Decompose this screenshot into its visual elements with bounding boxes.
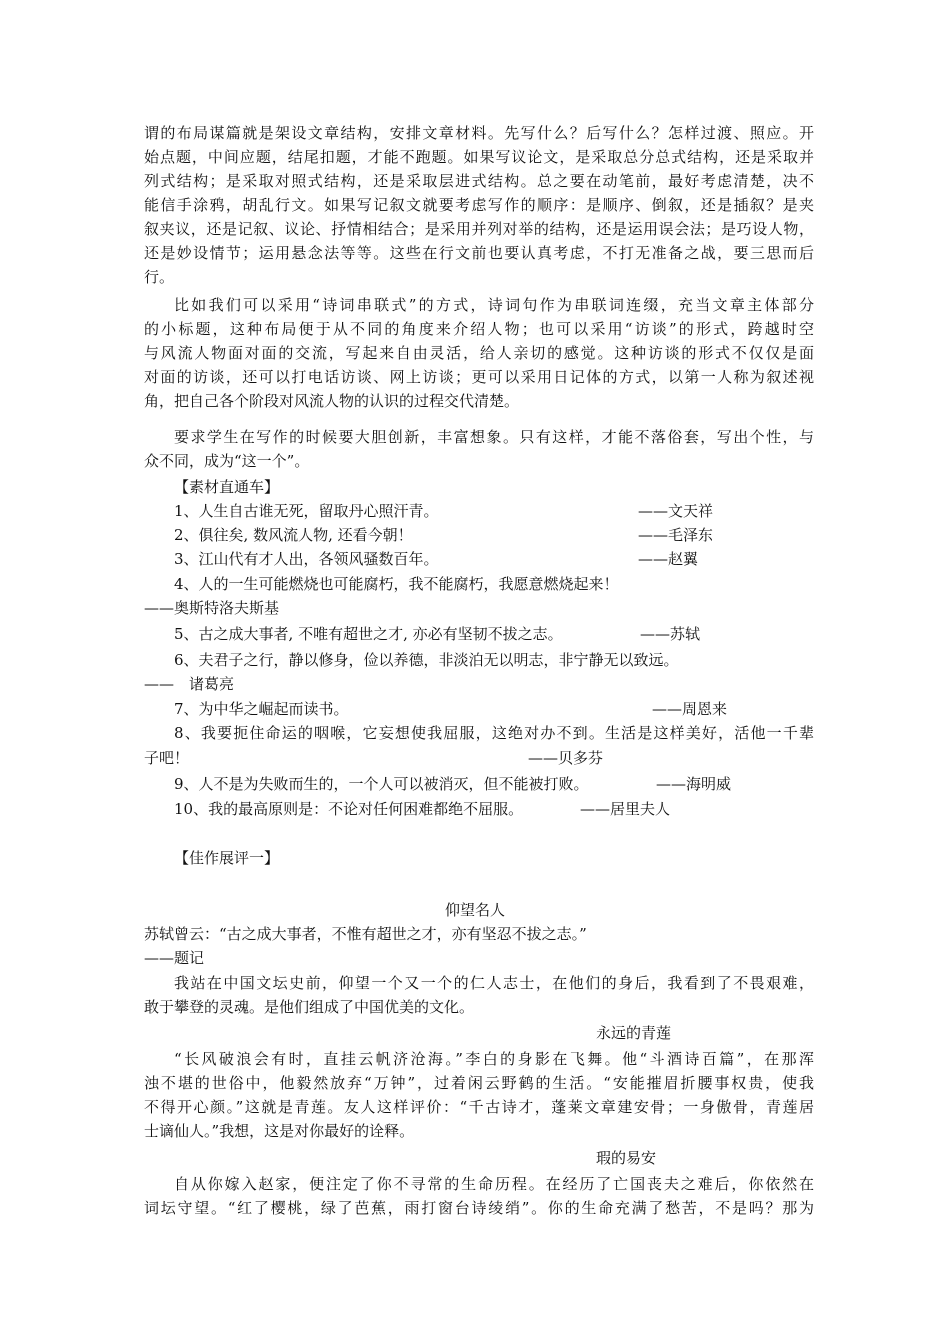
quote-text: 6、夫君子之行，静以修身，俭以养德，非淡泊无以明志，非宁静无以致远。 xyxy=(174,651,679,669)
quote-source: ——奥斯特洛夫斯基 xyxy=(144,599,280,617)
para1-line: 能信手涂鸦，胡乱行文。如果写记叙文就要考虑写作的顺序：是顺序、倒叙，还是插叙？是夹 xyxy=(144,196,814,214)
essay-title: 仰望名人 xyxy=(444,901,505,919)
para3-line: 众不同，成为“这一个”。 xyxy=(144,452,310,470)
quote-source: ——毛泽东 xyxy=(638,526,714,544)
para3-line: 要求学生在写作的时候要大胆创新，丰富想象。只有这样，才能不落俗套，写出个性，与 xyxy=(174,428,814,446)
essay-epigraph-source: ——题记 xyxy=(144,949,205,967)
section-line: 不得开心颜。”这就是青莲。友人这样评价：“千古诗才，蓬莱文章建安骨；一身傲骨，青莲居 xyxy=(144,1098,814,1116)
section-title: 瑕的易安 xyxy=(596,1149,657,1167)
showcase-heading: 【佳作展评一】 xyxy=(174,849,280,867)
quote-text: 8、我要扼住命运的咽喉，它妄想使我屈服，这绝对办不到。生活是这样美好，活他一千辈 xyxy=(174,724,814,742)
quote-source: ——文天祥 xyxy=(638,502,714,520)
quote-text: 子吧！ xyxy=(144,749,190,767)
section-line: “长风破浪会有时，直挂云帆济沧海。”李白的身影在飞舞。他“斗酒诗百篇”，在那浑 xyxy=(174,1050,814,1068)
quote-text: 10、我的最高原则是：不论对任何困难都绝不屈服。 xyxy=(174,800,524,818)
quote-text: 7、为中华之崛起而读书。 xyxy=(174,700,349,718)
essay-epigraph: 苏轼曾云：“古之成大事者，不惟有超世之才，亦有坚忍不拔之志。” xyxy=(144,925,587,943)
quote-source: ——赵翼 xyxy=(638,550,699,568)
para1-line: 谓的布局谋篇就是架设文章结构，安排文章材料。先写什么？后写什么？怎样过渡、照应。开 xyxy=(144,124,814,142)
quote-source: ——贝多芬 xyxy=(528,749,604,767)
essay-intro-line: 敢于攀登的灵魂。是他们组成了中国优美的文化。 xyxy=(144,998,475,1016)
quote-text: 5、古之成大事者, 不唯有超世之才, 亦必有坚韧不拔之志。 xyxy=(174,625,563,643)
section-line: 词坛守望。“红了樱桃，绿了芭蕉，雨打窗台诗绫绡”。你的生命充满了愁苦，不是吗？那为 xyxy=(144,1199,814,1217)
para2-line: 角，把自己各个阶段对风流人物的认识的过程交代清楚。 xyxy=(144,392,520,410)
essay-intro-line: 我站在中国文坛史前，仰望一个又一个的仁人志士，在他们的身后，我看到了不畏艰难， xyxy=(174,974,814,992)
para2-line: 比如我们可以采用“诗词串联式”的方式，诗词句作为串联词连缀，充当文章主体部分 xyxy=(174,296,814,314)
para1-line: 列式结构；是采取对照式结构，还是采取层进式结构。总之要在动笔前，最好考虑清楚，决不 xyxy=(144,172,814,190)
quote-source: —— 诸葛亮 xyxy=(144,675,235,693)
quote-source: ——苏轼 xyxy=(640,625,701,643)
para1-line: 行。 xyxy=(144,268,175,286)
quote-text: 2、俱往矣, 数风流人物, 还看今朝！ xyxy=(174,526,413,544)
para2-line: 与风流人物面对面的交流，写起来自由灵活，给人亲切的感觉。这种访谈的形式不仅仅是面 xyxy=(144,344,814,362)
para1-line: 叙夹议，还是记叙、议论、抒情相结合；是采用并列对举的结构，还是运用误会法；是巧设人物， xyxy=(144,220,814,238)
quote-source: ——海明威 xyxy=(656,775,732,793)
para2-line: 的小标题，这种布局便于从不同的角度来介绍人物；也可以采用“访谈”的形式，跨越时空 xyxy=(144,320,814,338)
quote-source: ——周恩来 xyxy=(652,700,728,718)
section-line: 浊不堪的世俗中，他毅然放弃“万钟”，过着闲云野鹤的生活。“安能摧眉折腰事权贵，使我 xyxy=(144,1074,814,1092)
para1-line: 始点题，中间应题，结尾扣题，才能不跑题。如果写议论文，是采取总分总式结构，还是采取并 xyxy=(144,148,814,166)
material-heading: 【素材直通车】 xyxy=(174,478,280,496)
quote-source: ——居里夫人 xyxy=(580,800,671,818)
quote-text: 3、江山代有才人出，各领风骚数百年。 xyxy=(174,550,439,568)
para1-line: 还是妙设情节；运用悬念法等等。这些在行文前也要认真考虑，不打无准备之战，要三思而后 xyxy=(144,244,814,262)
quote-text: 1、人生自古谁无死，留取丹心照汗青。 xyxy=(174,502,439,520)
para2-line: 对面的访谈，还可以打电话访谈、网上访谈；更可以采用日记体的方式，以第一人称为叙述视 xyxy=(144,368,814,386)
quote-text: 9、人不是为失败而生的，一个人可以被消灭，但不能被打败。 xyxy=(174,775,589,793)
section-line: 士谪仙人。”我想，这是对你最好的诠释。 xyxy=(144,1122,415,1140)
quote-text: 4、人的一生可能燃烧也可能腐朽，我不能腐朽，我愿意燃烧起来！ xyxy=(174,575,619,593)
section-title: 永远的青莲 xyxy=(596,1024,672,1042)
section-line: 自从你嫁入赵家，便注定了你不寻常的生命历程。在经历了亡国丧夫之难后，你依然在 xyxy=(174,1175,814,1193)
